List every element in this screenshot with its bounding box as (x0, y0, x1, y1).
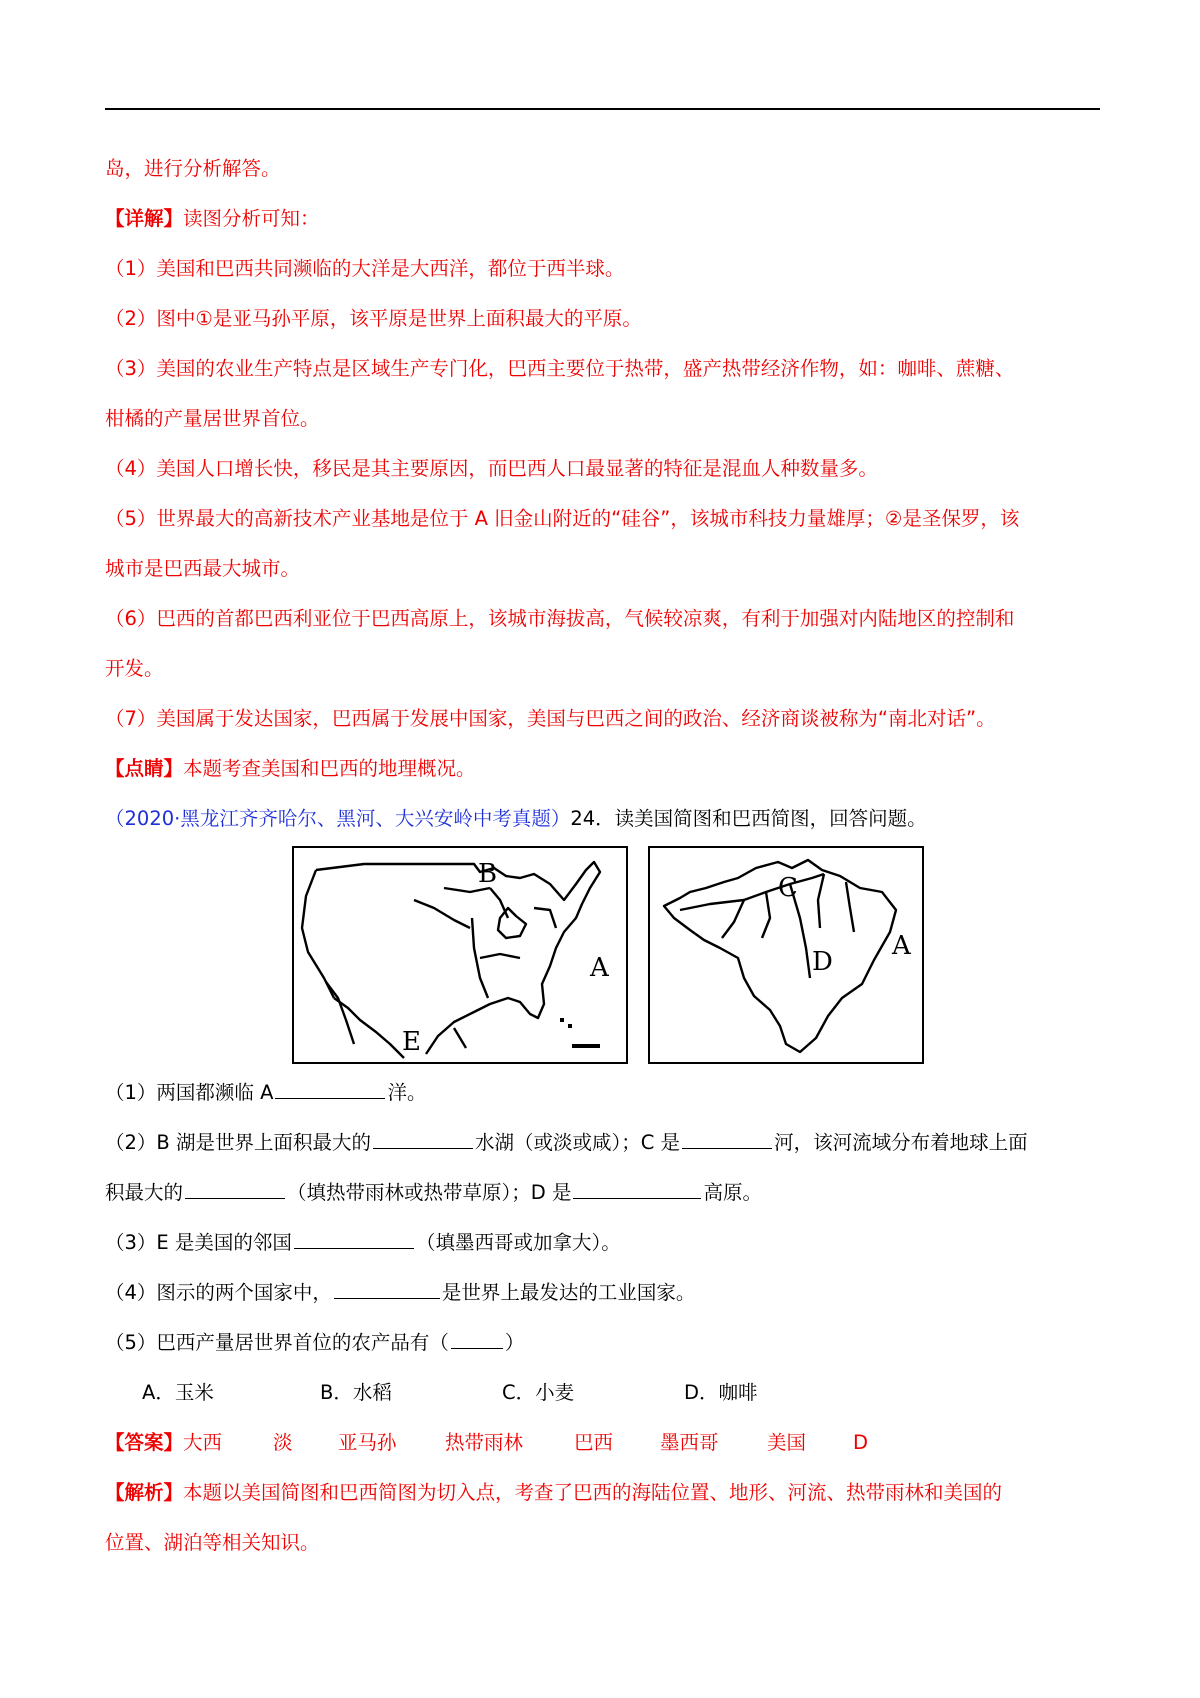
detail-intro-text: 读图分析可知： (183, 207, 320, 230)
q2-blank-2[interactable] (682, 1128, 772, 1149)
question-2-cont (105, 1178, 1105, 1208)
analysis-tag: 【解析】 (105, 1481, 184, 1504)
q1-text-b: 洋。 (387, 1081, 427, 1104)
header-rule (105, 108, 1100, 110)
q1-blank[interactable] (275, 1078, 385, 1099)
question-3 (105, 1228, 1105, 1258)
usa-map (292, 846, 628, 1064)
detail-item-5: （5）世界最大的高新技术产业基地是位于 A 旧金山附近的“硅谷”，该城市科技力量雄厚；②是圣保罗，该 (105, 507, 1020, 530)
q4-text-b: 是世界上最发达的工业国家。 (441, 1281, 696, 1304)
usa-label-b: B (478, 859, 498, 889)
q2-blank-3[interactable] (185, 1178, 285, 1199)
brazil-map (648, 846, 924, 1064)
q4-blank[interactable] (334, 1278, 440, 1299)
brazil-label-c: C (778, 873, 798, 903)
answer-2: 淡 (273, 1431, 293, 1454)
brazil-outline (650, 848, 922, 1062)
comment-line (105, 754, 1105, 784)
analysis-text-1: 本题以美国简图和巴西简图为切入点，考查了巴西的海陆位置、地形、河流、热带雨林和美国的 (183, 1481, 1003, 1504)
q4-text-a: （4）图示的两个国家中， (105, 1281, 332, 1304)
detail-item-5-cont: 城市是巴西最大城市。 (105, 557, 301, 580)
detail-tag: 【详解】 (105, 207, 184, 230)
question-header (105, 804, 1105, 834)
comment-text: 本题考查美国和巴西的地理概况。 (183, 757, 476, 780)
detail-item-6: （6）巴西的首都巴西利亚位于巴西高原上，该城市海拔高，气候较凉爽，有利于加强对内陆地区的控制和 (105, 607, 1015, 630)
q2-blank-4[interactable] (573, 1178, 701, 1199)
detail-item-6-cont: 开发。 (105, 657, 164, 680)
detail-intro (105, 204, 1105, 234)
comment-tag: 【点睛】 (105, 757, 184, 780)
answer-4: 热带雨林 (445, 1431, 524, 1454)
q5-text-b: ） (504, 1331, 525, 1354)
q3-blank[interactable] (294, 1228, 414, 1249)
q5-blank[interactable] (451, 1328, 503, 1349)
answer-line (105, 1428, 1105, 1458)
option-b[interactable]: B．水稻 (320, 1381, 392, 1404)
q2-text-a: （2）B 湖是世界上面积最大的 (105, 1131, 371, 1154)
question-4 (105, 1278, 1105, 1308)
q2-text-f: 高原。 (703, 1181, 762, 1204)
q2-text-d: 积最大的 (105, 1181, 184, 1204)
answer-3: 亚马孙 (338, 1431, 397, 1454)
question-number: 24． (570, 807, 615, 830)
analysis-line-2: 位置、湖泊等相关知识。 (105, 1531, 320, 1554)
question-1 (105, 1078, 1105, 1108)
q2-text-b: 水湖（或淡或咸）；C 是 (474, 1131, 681, 1154)
option-a[interactable]: A．玉米 (142, 1381, 214, 1404)
detail-item-1: （1）美国和巴西共同濒临的大洋是大西洋，都位于西半球。 (105, 257, 625, 280)
question-stem: 读美国简图和巴西简图，回答问题。 (614, 807, 927, 830)
detail-item-7: （7）美国属于发达国家，巴西属于发展中国家，美国与巴西之间的政治、经济商谈被称为“南北对话”。 (105, 707, 996, 730)
q2-blank-1[interactable] (373, 1128, 473, 1149)
q2-text-e: （填热带雨林或热带草原）；D 是 (287, 1181, 572, 1204)
usa-outline (294, 848, 626, 1062)
q5-text-a: （5）巴西产量居世界首位的农产品有（ (105, 1331, 449, 1354)
q3-text-b: （填墨西哥或加拿大）。 (415, 1231, 621, 1254)
q5-options (142, 1378, 1142, 1408)
question-source: （2020·黑龙江齐齐哈尔、黑河、大兴安岭中考真题） (105, 807, 571, 830)
detail-item-2: （2）图中①是亚马孙平原，该平原是世界上面积最大的平原。 (105, 307, 642, 330)
question-2 (105, 1128, 1105, 1158)
detail-item-3-cont: 柑橘的产量居世界首位。 (105, 407, 320, 430)
q2-text-c: 河，该河流域分布着地球上面 (774, 1131, 1028, 1154)
usa-label-a: A (590, 953, 609, 983)
q1-text-a: （1）两国都濒临 A (105, 1081, 274, 1104)
answer-7: 美国 (767, 1431, 807, 1454)
answer-8: D (853, 1431, 869, 1454)
answer-6: 墨西哥 (660, 1431, 719, 1454)
detail-item-4: （4）美国人口增长快，移民是其主要原因，而巴西人口最显著的特征是混血人种数量多。 (105, 457, 878, 480)
question-5 (105, 1328, 1105, 1358)
option-c[interactable]: C．小麦 (502, 1381, 575, 1404)
analysis-line-1 (105, 1478, 1105, 1508)
brazil-label-a: A (892, 931, 911, 961)
brazil-label-d: D (812, 947, 833, 977)
usa-label-e: E (402, 1027, 421, 1057)
q3-text-a: （3）E 是美国的邻国 (105, 1231, 292, 1254)
option-d[interactable]: D．咖啡 (684, 1381, 758, 1404)
detail-item-3: （3）美国的农业生产特点是区域生产专门化，巴西主要位于热带，盛产热带经济作物，如：咖啡、蔗糖、 (105, 357, 1015, 380)
answer-5: 巴西 (574, 1431, 614, 1454)
answer-tag: 【答案】 (105, 1431, 184, 1454)
answer-1: 大西 (183, 1431, 223, 1454)
continuation-text: 岛，进行分析解答。 (105, 157, 281, 180)
